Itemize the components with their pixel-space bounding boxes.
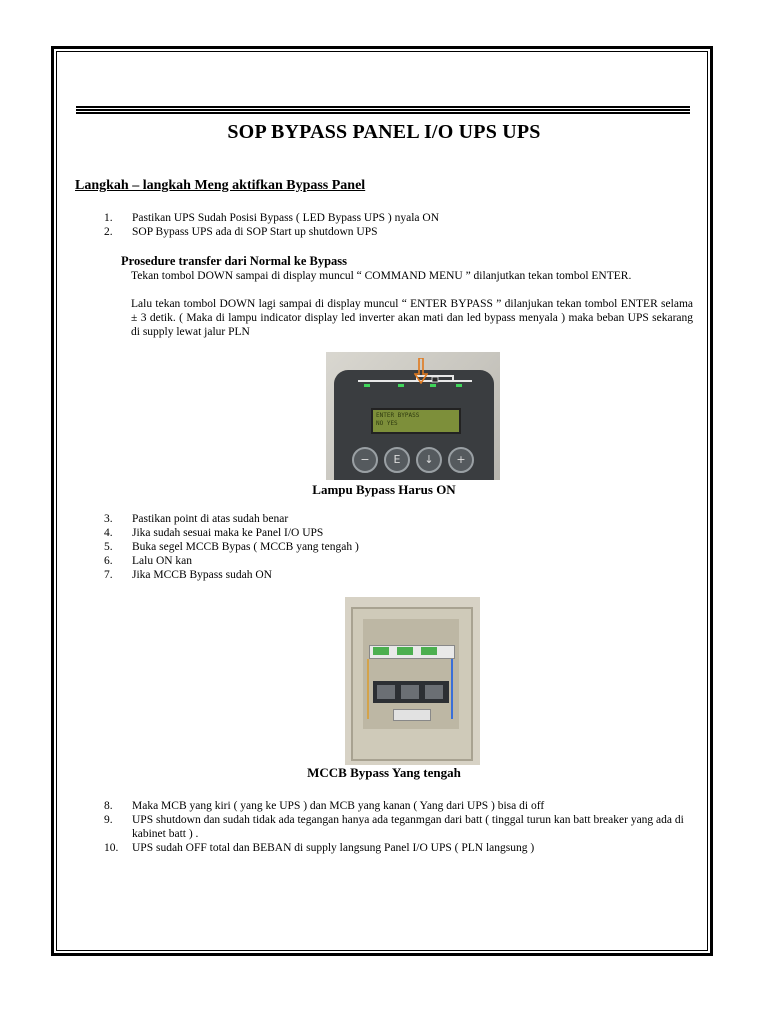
list-item-text: UPS sudah OFF total dan BEBAN di supply langsung Panel I/O UPS ( PLN langsung ) [132, 842, 535, 854]
breaker-indicator [373, 647, 389, 655]
list-item-text: Jika MCCB Bypass sudah ON [132, 569, 272, 581]
document-title: SOP BYPASS PANEL I/O UPS UPS [227, 121, 541, 143]
lcd-line-2: NO YES [376, 420, 398, 427]
ups-control-panel [334, 370, 494, 480]
down-button: ↓ [416, 447, 442, 473]
list-item-number: 8. [104, 800, 113, 812]
cabinet-backplate [363, 619, 459, 729]
wire [367, 659, 369, 719]
list-item-number: 5. [104, 541, 113, 553]
list-item-number: 2. [104, 226, 113, 238]
mccb-right [425, 685, 443, 699]
list-item [104, 568, 694, 582]
list-item [104, 540, 694, 554]
list-item [104, 225, 694, 239]
mccb-cabinet-photo [345, 597, 480, 765]
list-item [104, 813, 694, 841]
enter-button: E [384, 447, 410, 473]
list-item-number: 10. [104, 842, 119, 854]
list-item [104, 211, 694, 225]
list-item-number: 1. [104, 212, 113, 224]
mccb-middle [401, 685, 419, 699]
list-item-text: Jika sudah sesuai maka ke Panel I/O UPS [132, 527, 324, 539]
list-item-number: 4. [104, 527, 113, 539]
lcd-line-1: ENTER BYPASS [376, 412, 420, 419]
list-item [104, 512, 694, 526]
photo-caption-mccb: MCCB Bypass Yang tengah [307, 765, 461, 780]
cabinet-enclosure [351, 607, 473, 761]
steps-list-c [104, 799, 694, 855]
section-heading-langkah: Langkah – langkah Meng aktifkan Bypass Panel [75, 178, 366, 193]
steps-list-b [104, 512, 694, 582]
list-item-text: Buka segel MCCB Bypas ( MCCB yang tengah ) [132, 541, 359, 553]
list-item-number: 6. [104, 555, 113, 567]
arrow-down-icon [414, 358, 428, 384]
paragraph-enter-bypass: Lalu tekan tombol DOWN lagi sampai di display muncul “ ENTER BYPASS ” dilanjukan tekan tombol ENTER selama ± 3 detik. ( Maka di lampu indicator display led inverter akan mati dan led bypass menyala ) maka beban UPS sekarang di supply lewat jalur PLN [131, 298, 693, 338]
steps-list-a [104, 211, 694, 239]
minus-button: − [352, 447, 378, 473]
ups-panel-photo [326, 352, 500, 480]
lcd-display [371, 408, 461, 434]
list-item-number: 7. [104, 569, 113, 581]
breaker-indicator [397, 647, 413, 655]
list-item [104, 526, 694, 540]
plus-button: + [448, 447, 474, 473]
paragraph-command-menu: Tekan tombol DOWN sampai di display muncul “ COMMAND MENU ” dilanjutkan tekan tombol ENTER. [131, 270, 632, 282]
section-heading-prosedur: Prosedure transfer dari Normal ke Bypass [121, 254, 348, 268]
list-item-text: Pastikan point di atas sudah benar [132, 513, 289, 525]
list-item-text: UPS shutdown dan sudah tidak ada tegangan hanya ada teganmgan dari batt ( tinggal turun kan batt breaker yang ada di kabinet batt ) . [132, 814, 684, 840]
list-item [104, 841, 694, 855]
list-item-number: 3. [104, 513, 113, 525]
list-item [104, 554, 694, 568]
list-item-text: SOP Bypass UPS ada di SOP Start up shutdown UPS [132, 226, 378, 238]
mccb-left [377, 685, 395, 699]
list-item [104, 799, 694, 813]
list-item-text: Pastikan UPS Sudah Posisi Bypass ( LED Bypass UPS ) nyala ON [132, 212, 440, 224]
list-item-number: 9. [104, 814, 113, 826]
list-item-text: Lalu ON kan [132, 555, 193, 567]
list-item-text: Maka MCB yang kiri ( yang ke UPS ) dan MCB yang kanan ( Yang dari UPS ) bisa di off [132, 800, 545, 812]
photo-caption-bypass-led: Lampu Bypass Harus ON [312, 482, 456, 497]
wire [451, 659, 453, 719]
breaker-indicator [421, 647, 437, 655]
terminal-block [393, 709, 431, 721]
header-rule [76, 106, 690, 114]
